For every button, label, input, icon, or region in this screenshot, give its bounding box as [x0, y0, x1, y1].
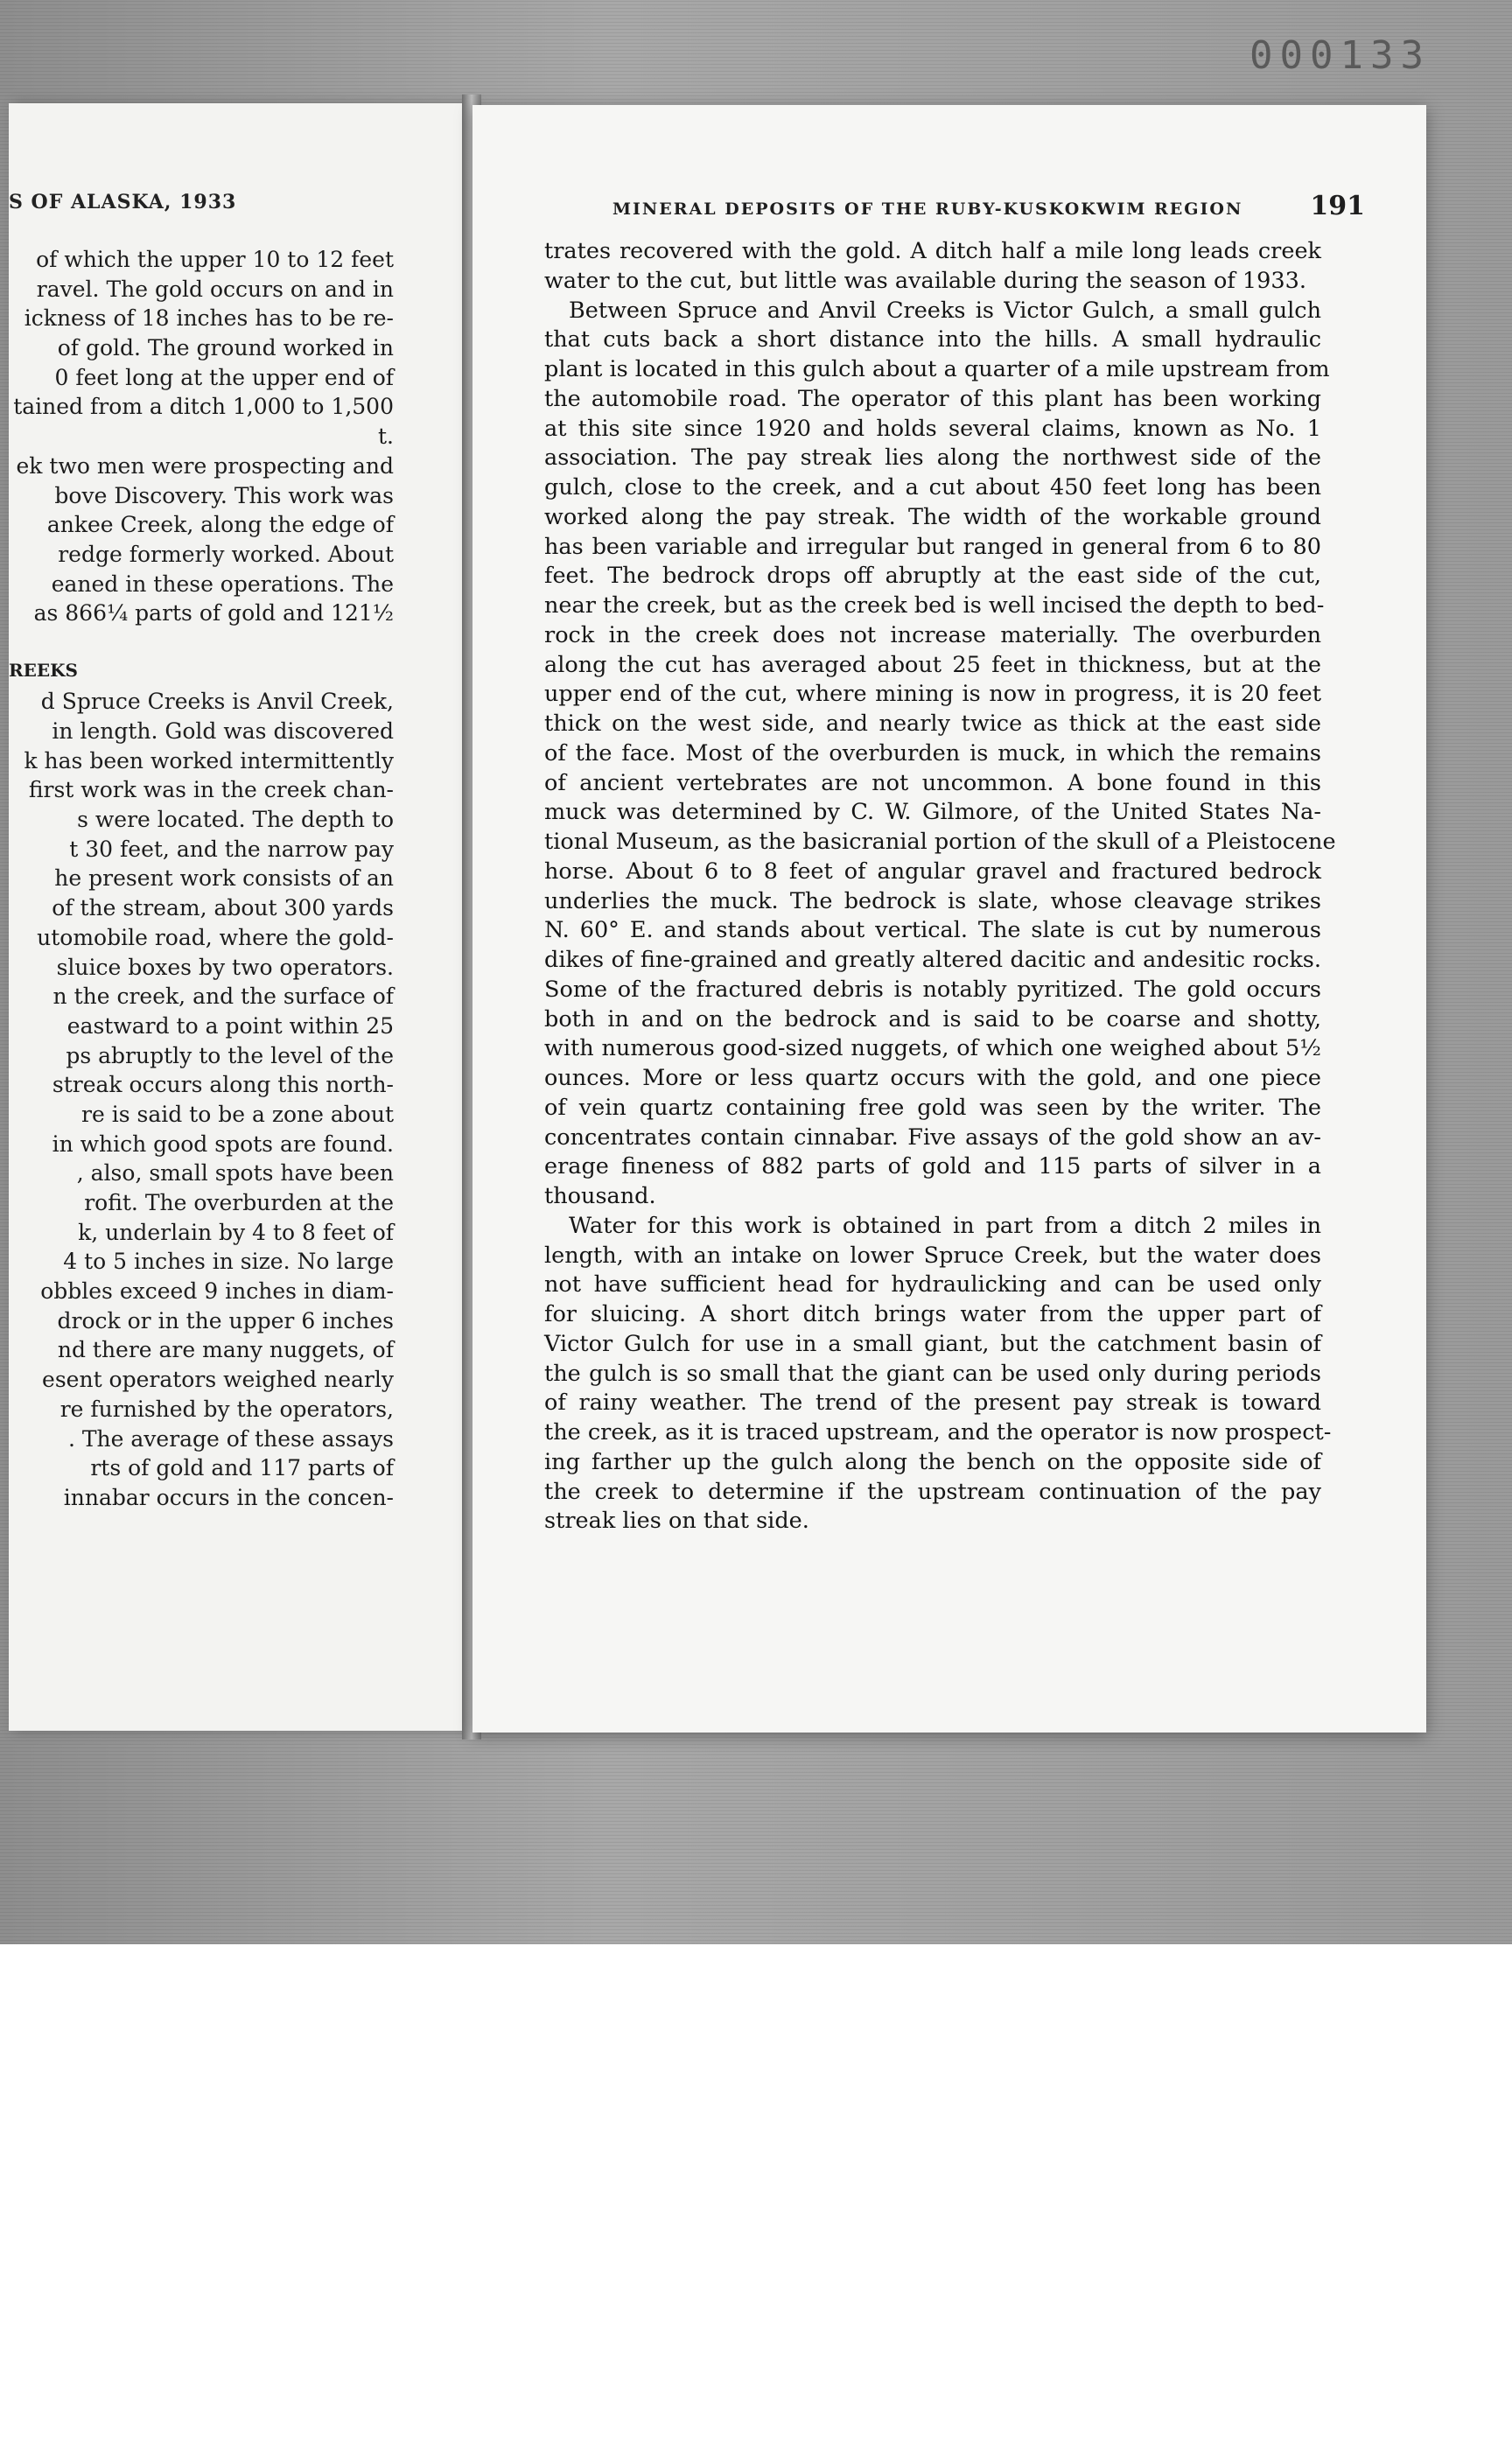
text-line: ps abruptly to the level of the [66, 1042, 394, 1068]
text-line: the gulch is so small that the giant can be used only during periods [544, 1360, 1321, 1387]
text-line: thick on the west side, and nearly twice as thick at the east side [544, 710, 1321, 737]
text-line: innabar occurs in the concen- [63, 1484, 394, 1510]
text-line: horse. About 6 to 8 feet of angular gravel and fractured bedrock [544, 858, 1321, 885]
running-title: MINERAL DEPOSITS OF THE RUBY-KUSKOKWIM REGION [612, 200, 1243, 219]
text-line: trates recovered with the gold. A ditch half a mile long leads creek [544, 238, 1321, 264]
page-number: 191 [1310, 191, 1365, 221]
text-line: thousand. [544, 1183, 656, 1209]
text-line: streak occurs along this north- [52, 1072, 394, 1098]
left-page [9, 103, 471, 1731]
text-line: of gold. The ground worked in [57, 335, 394, 361]
text-line: worked along the pay streak. The width of the workable ground [544, 503, 1321, 530]
text-line: ing farther up the gulch along the bench on the opposite side of [544, 1448, 1321, 1475]
text-line: obbles exceed 9 inches in diam- [40, 1278, 394, 1305]
right-page [472, 105, 1426, 1732]
text-line: upper end of the cut, where mining is now in progress, it is 20 feet [544, 681, 1321, 708]
text-line: streak lies on that side. [544, 1508, 809, 1535]
left-page-text [9, 247, 394, 1515]
text-line: as 866¼ parts of gold and 121½ [33, 600, 394, 626]
text-line: for sluicing. A short ditch brings water from the upper part of [544, 1301, 1321, 1327]
text-line: erage fineness of 882 parts of gold and 115 parts of silver in a [544, 1153, 1321, 1180]
text-line: tional Museum, as the basicranial portion of the skull of a Pleistocene [544, 829, 1336, 855]
text-line: drock or in the upper 6 inches [57, 1307, 394, 1334]
text-line: bove Discovery. This work was [54, 482, 394, 508]
text-line: 0 feet long at the upper end of [54, 364, 394, 390]
text-line: that cuts back a short distance into the hills. A small hydraulic [544, 326, 1321, 354]
text-line: of the face. Most of the overburden is muck, in which the remains [544, 739, 1321, 766]
text-line: underlies the muck. The bedrock is slate, whose cleavage strikes [544, 887, 1321, 914]
text-line: n the creek, and the surface of [52, 984, 394, 1010]
text-line: with numerous good-sized nuggets, of which one weighed about 5½ [544, 1035, 1321, 1062]
text-line: gulch, close to the creek, and a cut about 450 feet long has been [544, 474, 1321, 500]
text-line: rts of gold and 117 parts of [90, 1455, 394, 1481]
text-line: t 30 feet, and the narrow pay [69, 836, 394, 862]
text-line: the creek, as it is traced upstream, and the operator is now prospect- [544, 1419, 1332, 1446]
text-line: water to the cut, but little was available during the season of 1933. [544, 267, 1306, 294]
text-line: eastward to a point within 25 [66, 1012, 394, 1039]
text-line: k, underlain by 4 to 8 feet of [78, 1219, 394, 1245]
text-line: Between Spruce and Anvil Creeks is Victor Gulch, a small gulch [569, 297, 1321, 324]
text-line: both in and on the bedrock and is said to be coarse and shotty, [544, 1005, 1321, 1032]
text-line: k has been worked intermittently [24, 747, 394, 774]
text-line: in length. Gold was discovered [52, 718, 394, 744]
text-line: utomobile road, where the gold- [37, 924, 394, 950]
right-running-header [612, 191, 1365, 221]
text-line: d Spruce Creeks is Anvil Creek, [40, 689, 394, 715]
text-line: of vein quartz containing free gold was seen by the writer. The [544, 1094, 1321, 1121]
text-line: of which the upper 10 to 12 feet [36, 247, 394, 272]
text-line: ankee Creek, along the edge of [46, 512, 394, 538]
text-line: of rainy weather. The trend of the present pay streak is toward [544, 1390, 1321, 1417]
bates-stamp: 000133 [1250, 33, 1431, 78]
text-line: has been variable and irregular but ranged in general from 6 to 80 [544, 533, 1321, 560]
text-line: redge formerly worked. About [58, 541, 394, 567]
text-line: re is said to be a zone about [81, 1101, 394, 1127]
text-line: t. [378, 424, 394, 450]
text-line: s were located. The depth to [77, 807, 394, 833]
text-line: near the creek, but as the creek bed is well incised the depth to bed- [544, 592, 1325, 619]
text-line: not have sufficient head for hydraulicking and can be used only [544, 1271, 1321, 1298]
text-line: . The average of these assays [67, 1425, 394, 1452]
text-line: 4 to 5 inches in size. No large [63, 1249, 394, 1275]
text-line: in which good spots are found. [52, 1130, 394, 1157]
text-line: muck was determined by C. W. Gilmore, of the United States Na- [544, 799, 1321, 826]
text-line: of the stream, about 300 yards [52, 895, 394, 921]
text-line: plant is located in this gulch about a quarter of a mile upstream from [544, 356, 1330, 382]
text-line: Some of the fractured debris is notably pyritized. The gold occurs [544, 976, 1321, 1003]
text-line: the automobile road. The operator of this plant has been working [544, 385, 1321, 412]
text-line: sluice boxes by two operators. [56, 954, 394, 980]
text-line: association. The pay streak lies along the northwest side of the [544, 444, 1321, 472]
text-line: ravel. The gold occurs on and in [36, 276, 394, 302]
text-line: nd there are many nuggets, of [57, 1337, 394, 1363]
text-line: length, with an intake on lower Spruce Creek, but the water does [544, 1242, 1321, 1269]
text-line: at this site since 1920 and holds several claims, known as No. 1 [544, 415, 1321, 442]
text-line [9, 630, 394, 660]
text-line: N. 60° E. and stands about vertical. The slate is cut by numerous [544, 917, 1321, 944]
text-line: rock in the creek does not increase materially. The overburden [544, 621, 1321, 648]
text-line: dikes of fine-grained and greatly altered dacitic and andesitic rocks. [544, 947, 1321, 973]
text-line: , also, small spots have been [76, 1160, 394, 1186]
right-page-text [544, 238, 1336, 1537]
text-line: along the cut has averaged about 25 feet in thickness, but at the [544, 651, 1321, 678]
text-line: rofit. The overburden at the [84, 1190, 394, 1215]
text-line: of ancient vertebrates are not uncommon. A bone found in this [544, 769, 1321, 796]
text-line: esent operators weighed nearly [42, 1367, 394, 1393]
section-heading: REEKS [9, 659, 78, 681]
text-line: ickness of 18 inches has to be re- [24, 305, 394, 332]
text-line: feet. The bedrock drops off abruptly at the east side of the cut, [544, 563, 1321, 590]
text-line: re furnished by the operators, [60, 1396, 394, 1422]
left-running-header: S OF ALASKA, 1933 [9, 191, 237, 214]
text-line: concentrates contain cinnabar. Five assays of the gold show an av- [544, 1124, 1321, 1151]
text-line: he present work consists of an [54, 865, 394, 892]
text-line: first work was in the creek chan- [28, 777, 394, 803]
text-line: eaned in these operations. The [51, 570, 394, 597]
text-line: ounces. More or less quartz occurs with the gold, and one piece [544, 1065, 1321, 1091]
text-line: Victor Gulch for use in a small giant, but the catchment basin of [544, 1330, 1321, 1357]
text-line: tained from a ditch 1,000 to 1,500 [13, 394, 394, 420]
text-line: ek two men were prospecting and [16, 452, 394, 479]
text-line: the creek to determine if the upstream continuation of the pay [544, 1478, 1321, 1505]
text-line: Water for this work is obtained in part from a ditch 2 miles in [569, 1212, 1321, 1239]
